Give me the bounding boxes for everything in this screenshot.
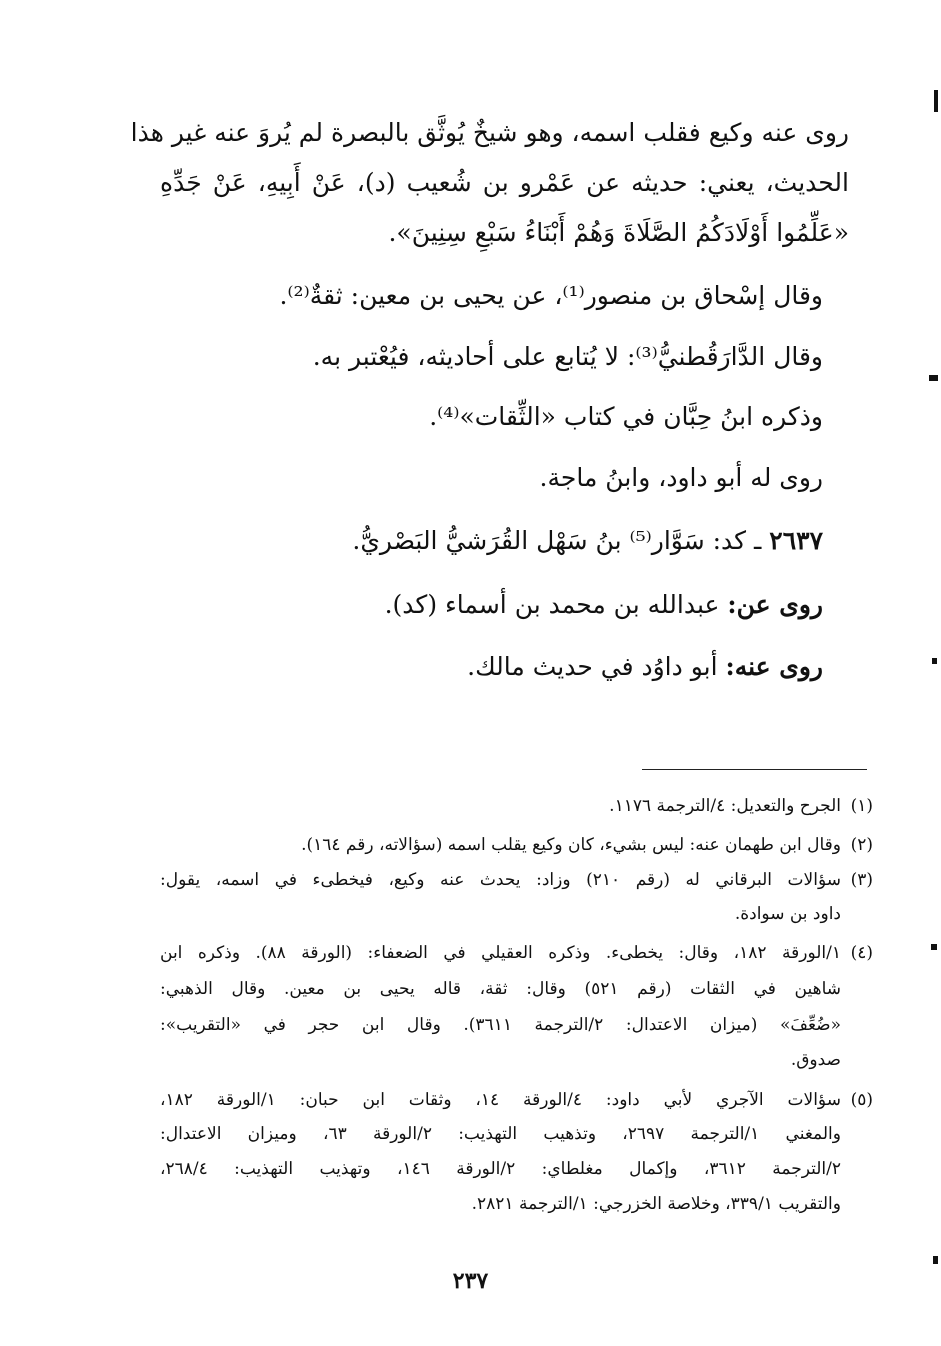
scan-edge-mark xyxy=(931,944,937,950)
scan-edge-mark xyxy=(929,375,938,381)
rawa-anhu-line xyxy=(467,652,823,681)
body-paragraph-rawa-lahu: روى له أبو داود، وابنُ ماجة. xyxy=(539,463,823,492)
body-line-3: «عَلِّمُوا أَوْلَادَكُمُ الصَّلَاةَ وَهُمْ أَبْنَاءُ سَبْعِ سِنِينَ». xyxy=(388,218,849,247)
footnote-line: سؤالات البرقاني له (رقم ٢١٠) وزاد: يحدث عنه وكيع، فيخطىء في اسمه، يقول: xyxy=(160,870,842,890)
scan-edge-mark xyxy=(932,658,937,664)
footnote-line: داود بن سوادة. xyxy=(734,904,841,924)
footnote-line: «ضُعِّفَ» (ميزان الاعتدال: ٢/الترجمة ٣٦١١). وقال ابن حجر في «التقريب»: xyxy=(160,1015,842,1035)
footnote-line: صدوق. xyxy=(790,1050,841,1070)
footnote-line: وقال ابن طهمان عنه: ليس بشيء، كان وكيع يقلب اسمه (سؤالاته، رقم ١٦٤). xyxy=(301,835,841,855)
footnote-number: (٤) xyxy=(850,943,873,963)
footnote-separator xyxy=(642,769,867,770)
footnote-number: (١) xyxy=(850,796,873,816)
rawa-anhu-text: أبو داوُد في حديث مالك. xyxy=(467,652,718,681)
footnote-line: شاهين في الثقات (رقم ٥٢١) وقال: ثقة، قاله يحيى بن معين. وقال الذهبي: xyxy=(160,979,841,999)
footnote-line: سؤالات الآجري لأبي داود: ٤/الورقة ١٤، وثقات ابن حبان: ١/الورقة ١٨٢، xyxy=(160,1090,841,1110)
body-line-2: الحديث، يعني: حديثه عن عَمْرو بن شُعيب (د)، عَنْ أَبِيهِ، عَنْ جَدِّهِ xyxy=(160,168,849,197)
body-paragraph-ishaq: وقال إسْحاق بن منصور⁽¹⁾، عن يحيى بن معين: ثقةٌ⁽²⁾. xyxy=(279,281,823,310)
rawa-an-line xyxy=(385,590,823,619)
footnote-line: الجرح والتعديل: ٤/الترجمة ١١٧٦. xyxy=(609,796,841,816)
entry-title: ـ كد: سَوَّار⁽⁵⁾ بنُ سَهْل القُرَشيُّ البَصْريُّ. xyxy=(352,526,762,555)
body-paragraph-ibn-hibban: وذكره ابنُ حِبَّان في كتاب «الثِّقات»⁽⁴⁾. xyxy=(429,402,823,431)
page-number: ٢٣٧ xyxy=(452,1268,489,1294)
footnote-line: ٢/الترجمة ٣٦١٢، وإكمال مغلطاي: ٢/الورقة ١٤٦، وتهذيب التهذيب: ٢٦٨/٤، xyxy=(160,1159,841,1179)
footnote-line: والتقريب ٣٣٩/١، وخلاصة الخزرجي: ١/الترجمة ٢٨٢١. xyxy=(471,1194,841,1214)
entry-heading xyxy=(352,526,823,555)
rawa-an-label: روى عن: xyxy=(727,590,823,619)
body-paragraph-daraqutni: وقال الدَّارَقُطنيُّ⁽³⁾: لا يُتابع على أحاديثه، فيُعْتبر به. xyxy=(312,342,823,371)
scan-edge-mark xyxy=(933,1256,938,1264)
entry-number: ٢٦٣٧ xyxy=(769,526,823,555)
footnote-number: (٥) xyxy=(850,1090,873,1110)
rawa-anhu-label: روى عنه: xyxy=(725,652,823,681)
rawa-an-text: عبدالله بن محمد بن أسماء (كد). xyxy=(384,590,720,619)
footnote-number: (٣) xyxy=(850,870,873,890)
scan-edge-mark xyxy=(934,90,938,112)
body-line-1: روى عنه وكيع فقلب اسمه، وهو شيخٌ يُوثَّق بالبصرة لم يُروَ عنه غير هذا xyxy=(130,118,849,147)
footnote-number: (٢) xyxy=(850,835,873,855)
footnote-line: ١/الورقة ١٨٢، وقال: يخطىء. وذكره العقيلي في الضعفاء: (الورقة ٨٨). وذكره ابن xyxy=(160,943,841,963)
footnote-line: والمغني ١/الترجمة ٢٦٩٧، وتذهيب التهذيب: ٢/الورقة ٦٣، وميزان الاعتدال: xyxy=(160,1124,841,1144)
